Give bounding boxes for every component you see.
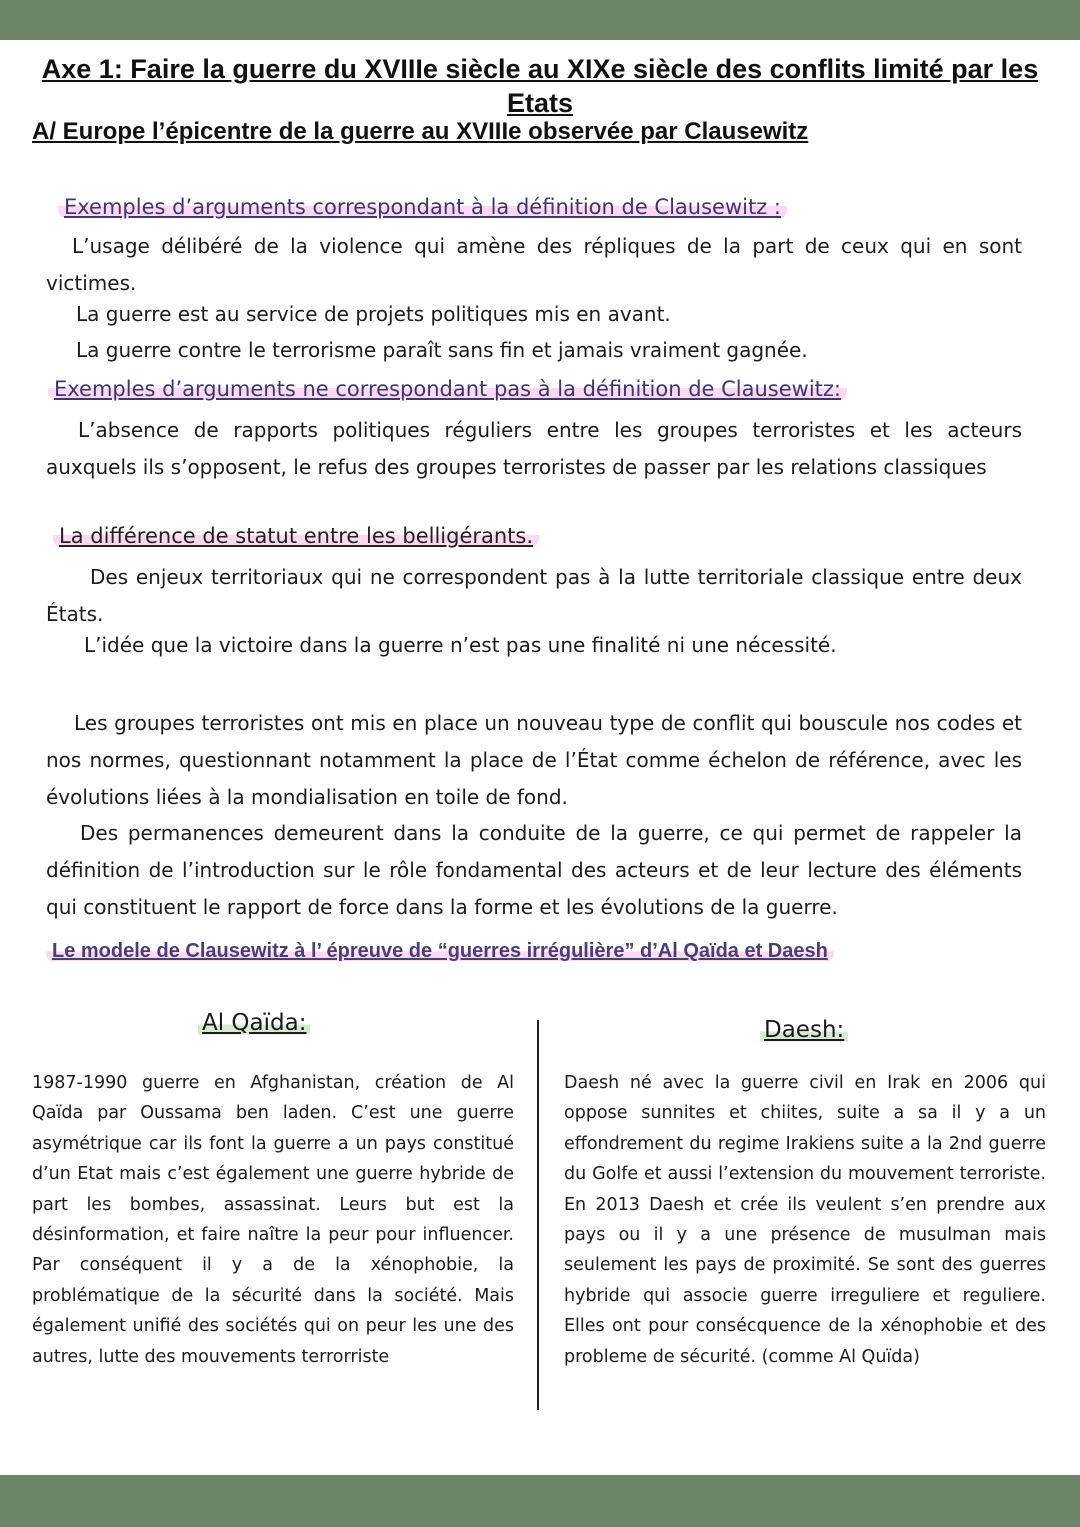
al-qaida-heading: Al Qaïda: [198, 1010, 310, 1036]
al-qaida-text: 1987-1990 guerre en Afghanistan, création de Al Qaïda par Oussama ben laden. C’est une guerre asymétrique car ils font la guerre a un pays constitué d’un Etat mais c’est également une guerre hybride de part les bombes, assassinat. Leurs but est la désinformation, et faire naître la peur pour influencer. Par conséquent il y a de la xénophobie, la problématique de la sécurité dans la société. Mais également unifié des sociétés qui on peur les une des autres, lutte des mouvements terrorriste [32, 1073, 514, 1367]
column-divider [537, 1020, 539, 1410]
pro-argument-item: L’usage délibéré de la violence qui amène des répliques de la part de ceux qui en sont victimes. [46, 234, 1022, 295]
pro-arguments-heading: Exemples d’arguments correspondant à la définition de Clausewitz : [58, 195, 787, 219]
pro-argument-item: La guerre est au service de projets politiques mis en avant. [76, 302, 671, 326]
con-argument-item: Des enjeux territoriaux qui ne correspondent pas à la lutte territoriale classique entre deux États. [46, 565, 1022, 626]
con-argument-item: L’idée que la victoire dans la guerre n’est pas une finalité ni une nécessité. [84, 633, 837, 657]
conclusion-paragraph: Les groupes terroristes ont mis en place un nouveau type de conflit qui bouscule nos codes et nos normes, questionnant notamment la place de l’État comme échelon de référence, avec les évolutions liées à la mondialisation en toile de fond. [46, 711, 1022, 809]
top-band [0, 0, 1080, 40]
conclusion-paragraph: Des permanences demeurent dans la conduite de la guerre, ce qui permet de rappeler la définition de l’introduction sur le rôle fondamental des acteurs et de leur lecture des éléments qui constituent le rapport de force dans la forme et les évolutions de la guerre. [46, 821, 1022, 919]
page-title: Axe 1: Faire la guerre du XVIIIe siècle au XIXe siècle des conflits limité par les Etats [41, 54, 1039, 118]
bottom-band [0, 1475, 1080, 1527]
pro-argument-item: La guerre contre le terrorisme paraît sans fin et jamais vraiment gagnée. [76, 338, 808, 362]
con-arguments-heading: Exemples d’arguments ne correspondant pas à la définition de Clausewitz: [48, 377, 847, 401]
section-subtitle: A/ Europe l’épicentre de la guerre au XVIIIe observée par Clausewitz [32, 118, 809, 145]
modele-heading: Le modele de Clausewitz à l’ épreuve de “guerres irrégulière” d’Al Qaïda et Daesh [46, 940, 834, 963]
con-argument-item: L’absence de rapports politiques réguliers entre les groupes terroristes et les acteurs auxquels ils s’opposent, le refus des groupes terroristes de passer par les relations classiques [46, 418, 1022, 479]
daesh-heading: Daesh: [760, 1017, 848, 1043]
daesh-text: Daesh né avec la guerre civil en Irak en 2006 qui oppose sunnites et chiites, suite a sa il y a un effondrement du regime Irakiens suite a la 2nd guerre du Golfe et aussi l’extension du mouvement terroriste. En 2013 Daesh et crée ils veulent s’en prendre aux pays ou il y a une présence de musulman mais seulement les pays de proximité. Se sont des guerres hybride qui associe guerre irreguliere et reguliere. Elles ont pour consécquence de la xénophobie et des probleme de sécurité. (comme Al Quïda) [564, 1073, 1046, 1367]
status-difference-highlight: La différence de statut entre les belligérants. [53, 524, 539, 548]
